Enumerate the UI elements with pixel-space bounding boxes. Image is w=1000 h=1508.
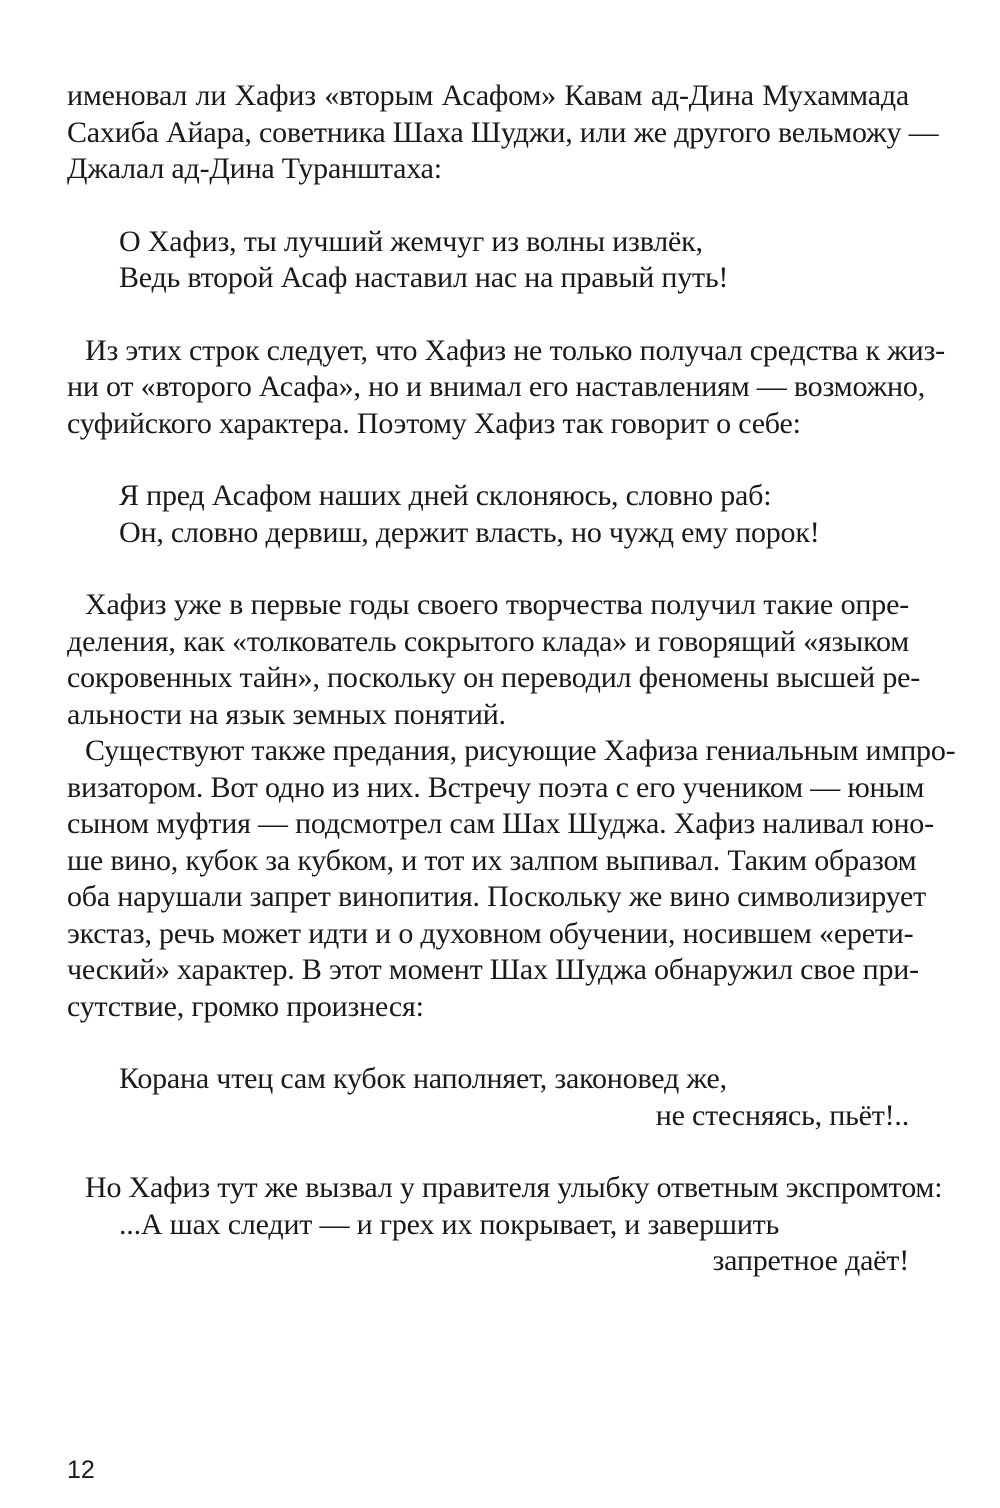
text-line: сутствие, громко произнеся: <box>67 989 424 1023</box>
text-line: Сахиба Айара, советника Шаха Шуджи, или же другого вельможу — <box>67 115 939 149</box>
text-line: сокровенных тайн», поскольку он переводил феномены высшей ре- <box>67 661 921 694</box>
text-line: ческий» характер. В этот момент Шах Шуджа обнаружил свое при- <box>67 953 919 986</box>
text-line: именовал ли Хафиз «вторым Асафом» Кавам ад-Дина Мухаммада <box>67 79 909 112</box>
verse-line: О Хафиз, ты лучший жемчуг из волны извлёк, <box>119 224 703 258</box>
page-number: 12 <box>67 1456 95 1484</box>
verse-line: Корана чтец сам кубок наполняет, законовед же, <box>119 1062 727 1095</box>
verse-line: не стесняясь, пьёт!.. <box>655 1098 909 1132</box>
verse-line: Он, словно дервиш, держит власть, но чужд ему порок! <box>119 515 820 549</box>
text-line: ше вино, кубок за кубком, и тот их залпом выпивал. Таким образом <box>67 843 917 877</box>
text-line: Но Хафиз тут же вызвал у правителя улыбку ответным экспромтом: <box>85 1171 943 1204</box>
text-line: экстаз, речь может идти и о духовном обучении, носившем «ерети- <box>67 916 914 950</box>
paragraph-4 <box>67 733 956 1025</box>
text-line: оба нарушали запрет винопития. Поскольку же вино символизирует <box>67 880 927 913</box>
paragraph-3 <box>67 587 921 733</box>
verse-1 <box>67 224 909 297</box>
verse-4 <box>67 1207 909 1280</box>
verse-line: Ведь второй Асаф наставил нас на правый путь! <box>119 261 729 294</box>
text-line: Хафиз уже в первые годы своего творчества получил такие опре- <box>85 588 909 621</box>
verse-3 <box>67 1061 909 1134</box>
text-line: суфийского характера. Поэтому Хафиз так говорит о себе: <box>67 406 801 440</box>
text-line: альности на язык земных понятий. <box>67 697 506 731</box>
text-line: Существуют также предания, рисующие Хафиза гениальным импро- <box>85 734 956 767</box>
verse-line: Я пред Асафом наших дней склоняюсь, словно раб: <box>119 479 772 512</box>
verse-line: ...А шах следит — и грех их покрывает, и завершить <box>119 1207 780 1241</box>
verse-2 <box>67 478 909 551</box>
text-line: визатором. Вот одно из них. Встречу поэта с его учеником — юным <box>67 770 925 804</box>
text-line: ни от «второго Асафа», но и внимал его наставлениям — возможно, <box>67 370 926 403</box>
text-line: Из этих строк следует, что Хафиз не только получал средства к жиз- <box>85 333 945 367</box>
text-line: деления, как «толкователь сокрытого клада» и говорящий «языком <box>67 624 909 658</box>
page-body <box>67 78 956 1280</box>
paragraph-1 <box>67 78 939 188</box>
verse-line: запретное даёт! <box>712 1244 909 1277</box>
paragraph-2 <box>67 333 945 443</box>
paragraph-5 <box>67 1170 943 1207</box>
text-line: сыном муфтия — подсмотрел сам Шах Шуджа. Хафиз наливал юно- <box>67 807 934 840</box>
text-line: Джалал ад-Дина Туранштаха: <box>67 152 442 185</box>
